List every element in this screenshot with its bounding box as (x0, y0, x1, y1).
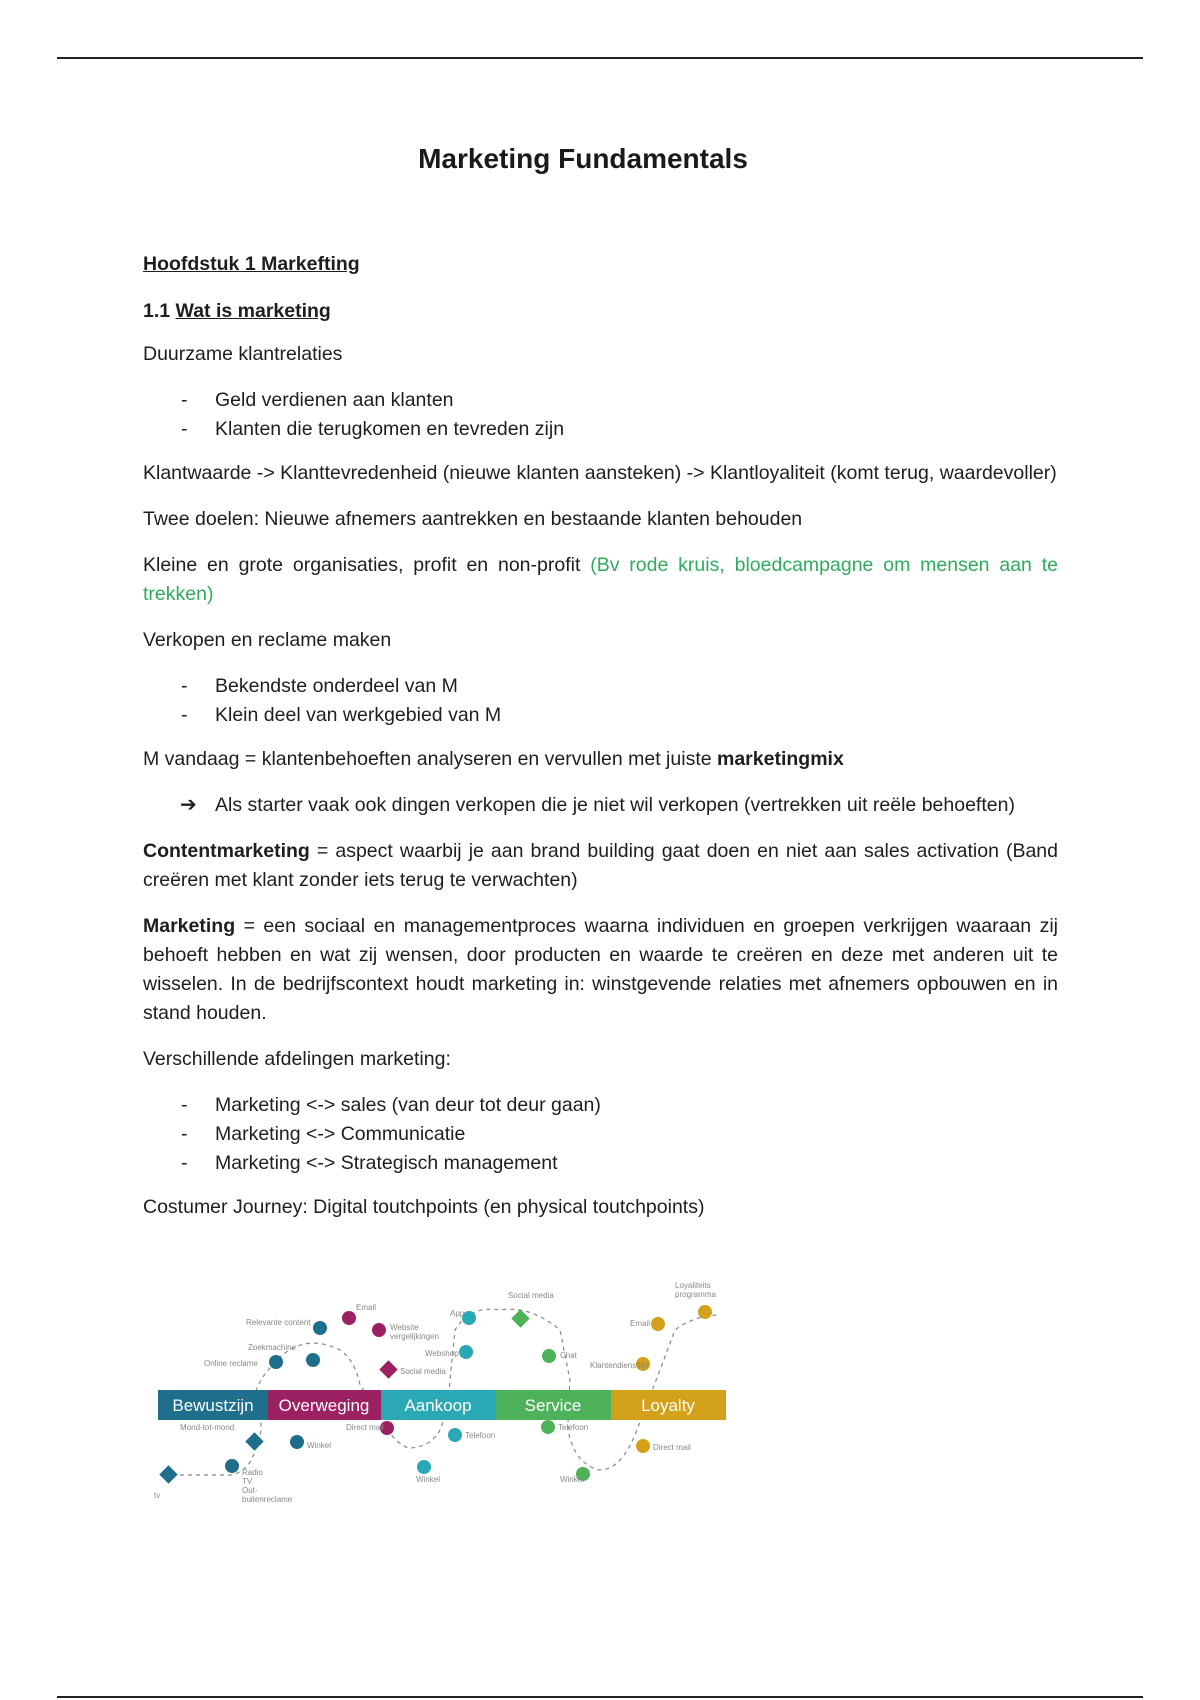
list-item: - Marketing <-> sales (van deur tot deur gaan) (143, 1091, 1058, 1120)
paragraph-vandaag-text: M vandaag = klantenbehoeften analyseren en vervullen met juiste (143, 748, 712, 770)
label-webshop: Webshop (425, 1349, 459, 1358)
phase-label: Bewustzijn (172, 1396, 254, 1415)
touchpoint-dot (698, 1305, 712, 1319)
section-title: Wat is marketing (175, 300, 331, 322)
label-radio: Radio TV Out-buitenreclame (242, 1468, 293, 1504)
label-telefoon: Telefoon (465, 1431, 496, 1440)
paragraph-klantwaarde: Klantwaarde -> Klanttevredenheid (nieuwe klanten aansteken) -> Klantloyaliteit (komt terug, waardevoller) (143, 462, 1057, 484)
paragraph-organisaties-text: Kleine en grote organisaties, profit en non-profit (143, 554, 581, 576)
label-klant: Klantendienstlijn (590, 1361, 649, 1370)
bottom-rule (57, 1696, 1143, 1698)
example-note: (Bv rode kruis, bloedcampagne om mensen aan te trekken) (143, 554, 1058, 605)
label-online: Online reclame (204, 1359, 258, 1368)
label-app: App (450, 1309, 465, 1318)
label-loyalty: Loyaliteits programma (675, 1281, 716, 1299)
label-telefoon2: Telefoon (558, 1423, 589, 1432)
paragraph-journey: Costumer Journey: Digital toutchpoints (en physical toutchpoints) (143, 1196, 705, 1218)
label-website: Website vergelijkingen (390, 1323, 439, 1341)
arrow-bullet (143, 791, 1058, 820)
phase-label: Service (524, 1396, 582, 1415)
touchpoint-dot (541, 1420, 555, 1434)
label-winkel1: Winkel (307, 1441, 332, 1450)
touchpoint-dot (313, 1321, 327, 1335)
term-marketing: Marketing (143, 915, 236, 937)
section-number: 1.1 (143, 300, 171, 322)
label-email: Email (356, 1303, 377, 1312)
label-chat: Chat (560, 1351, 577, 1360)
list-item: - Bekendste onderdeel van M (143, 672, 1058, 701)
paragraph-duurzame: Duurzame klantrelaties (143, 343, 343, 365)
list-doelen (143, 386, 1058, 444)
list-item: - Klanten die terugkomen en tevreden zijn (143, 415, 1058, 444)
label-tv: tv (154, 1491, 161, 1500)
list-afdelingen (143, 1091, 1058, 1178)
paragraph-vandaag (143, 745, 1058, 774)
touchpoint-dot (290, 1435, 304, 1449)
top-rule (57, 57, 1143, 59)
touchpoint-dot (636, 1439, 650, 1453)
touchpoint-dot (306, 1353, 320, 1367)
document-title: Marketing Fundamentals (418, 143, 748, 174)
touchpoint-dot (459, 1345, 473, 1359)
paragraph-doelen: Twee doelen: Nieuwe afnemers aantrekken en bestaande klanten behouden (143, 508, 803, 530)
paragraph-verkopen: Verkopen en reclame maken (143, 629, 392, 651)
chapter-heading: Hoofdstuk 1 Markefting (143, 253, 360, 275)
label-email2: Email (630, 1319, 651, 1328)
list-item: - Marketing <-> Communicatie (143, 1120, 1058, 1149)
label-mond: Mond-tot-mond (180, 1423, 235, 1432)
list-item: - Geld verdienen aan klanten (143, 386, 1058, 415)
label-winkel2: Winkel (416, 1475, 441, 1484)
touchpoint-dot (542, 1349, 556, 1363)
touchpoint-dot (342, 1311, 356, 1325)
touchpoint-dot (417, 1460, 431, 1474)
paragraph-organisaties (143, 551, 1058, 609)
list-verkopen (143, 672, 1058, 730)
label-direct2: Direct mail (653, 1443, 691, 1452)
touchpoint-dot (225, 1459, 239, 1473)
term-marketingmix: marketingmix (717, 748, 844, 770)
paragraph-marketing-definition (143, 912, 1058, 1028)
list-item: - Klein deel van werkgebied van M (143, 701, 1058, 730)
list-item: - Marketing <-> Strategisch management (143, 1149, 1058, 1178)
label-zoek: Zoekmachine (248, 1343, 297, 1352)
phase-label: Aankoop (404, 1396, 472, 1415)
label-social1: Social media (400, 1367, 446, 1376)
touchpoint-dot (651, 1317, 665, 1331)
touchpoint-diamond (159, 1465, 177, 1483)
definition-marketing: = een sociaal en managementproces waarna individuen en groepen verkrijgen waaraan zij behoeft hebben en wat zij wensen, door producten en waarde te creëren en deze met anderen uit te wisselen. In de bedrijfscontext houdt marketing in: winstgevende relaties met afnemers opbouwen en in stand houden. (143, 915, 1059, 1024)
paragraph-afdelingen: Verschillende afdelingen marketing: (143, 1048, 451, 1070)
definition-contentmarketing: = aspect waarbij je aan brand building gaat doen en niet aan sales activation (Band creëren met klant zonder iets terug te verwachten) (143, 840, 1058, 891)
phase-bar (158, 1390, 726, 1420)
touchpoint-dot (269, 1355, 283, 1369)
touchpoint-dot (448, 1428, 462, 1442)
term-contentmarketing: Contentmarketing (143, 840, 310, 862)
document-body (143, 250, 1058, 1239)
arrow-bullet-text: Als starter vaak ook dingen verkopen die je niet wil verkopen (vertrekken uit reële behoeften) (215, 794, 1015, 816)
arrow-icon: ➔ (180, 794, 197, 816)
touchpoint-diamond (379, 1360, 397, 1378)
section-heading (143, 297, 1058, 326)
paragraph-contentmarketing (143, 837, 1058, 895)
label-relevante: Relevante content (246, 1318, 311, 1327)
label-social2: Social media (508, 1291, 554, 1300)
phase-label: Overweging (278, 1396, 370, 1415)
label-winkel3: Winkel (560, 1475, 585, 1484)
touchpoint-diamond (245, 1432, 263, 1450)
customer-journey-diagram (150, 1270, 730, 1515)
phase-label: Loyalty (641, 1396, 695, 1415)
touchpoint-dot (372, 1323, 386, 1337)
label-direct1: Direct mail (346, 1423, 384, 1432)
